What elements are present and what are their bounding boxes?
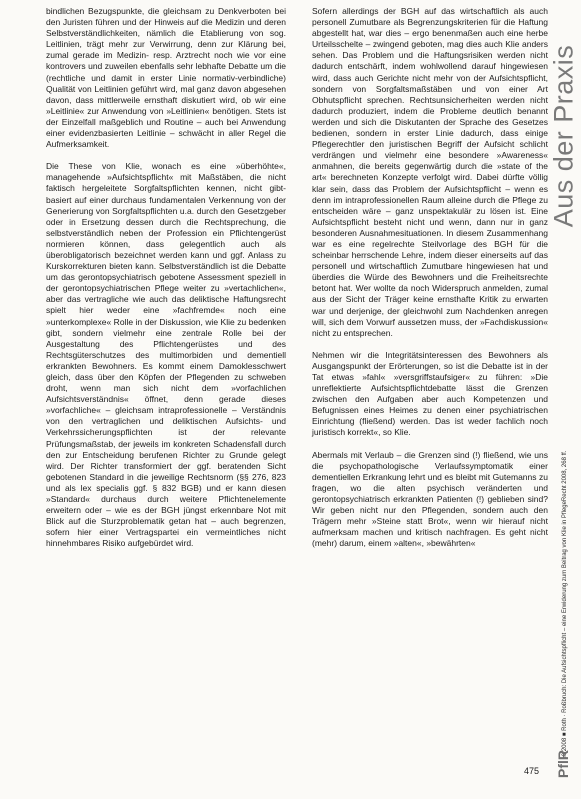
journal-logo-text: PflR — [555, 750, 571, 778]
section-heading-text: Aus der Praxis — [548, 44, 579, 228]
left-paragraph-1: bindlichen Bezugspunkte, die gleichsam zu Denkverboten bei den Juristen führen und der Hinweis auf die Medizin und deren Selbstverständlichkeiten, nämlich die Etablierung von sog. Leitlinien, trägt mehr zur Verwirrung, denn zur Klärung bei, zumal gerade im Medizin- resp. Arztrecht noch wie vor eine kontrovers und zuweilen ebenfalls sehr lebhafte Debatte um die (rechtliche und damit in erster Linie normativ-verbindliche) Qualität von Leitlinien geführt wird, mal ganz davon abgesehen davon, dass mittlerweile ernsthaft diskutiert wird, ob wir eine »Leitlinie« zur Anwendung von »Leitlinien« benötigen. Stets ist der Einzelfall maßgeblich und Routine – auch bei Anwendung einer evidenzbasierten Leitlinie – schwächt in aller Regel die Aufmerksamkeit. — [46, 6, 286, 150]
running-citation-vertical — [558, 440, 572, 770]
right-paragraph-1: Sofern allerdings der BGH auf das wirtschaftlich als auch personell Zumutbare als Begrenzungskriterien für die Haftung abgestellt hat, war dies – ergo benenmaßen auch eine herbe Urteilsschelte – zwingend geboten, mag dies auch Klie anders sehen. Das Problem und die Haftungsrisiken werden nicht dadurch entschärft, indem wohlwollend darauf hingewiesen wird, dass auch Gerichte nicht mehr von der Aufsichtspflicht, sondern von Sorgfaltsmaßstäben und von einer Art Obhutspflicht sprechen. Rechtsunsicherheiten werden nicht dadurch produziert, indem die Probleme deutlich benannt werden und sich die Diskutanten der Sprache des Gesetzes bedienen, sondern in erster Linie dadurch, dass einige Pflegerechtler den juristischen Begriff der Aufsicht schlicht verdrängen und vielmehr eine besondere »Awareness« anmahnen, die bereits gegenwärtig durch die »state of the art« berechneten Konzepte verfolgt wird. Dabei dürfte völlig klar sein, dass das Problem der Aufsichtspflicht – wenn es denn im intraprofessionellen Raum alleine durch die Pflege zu entscheiden wäre – ganz unspektakulär zu lösen ist. Eine Aufsichtspflicht besteht nicht und wenn, dann nur in ganz besonderen Ausnahmesituationen. In diesem Zusammenhang war es eine regelrechte Steilvorlage des BGH für die scheinbar herrschende Lehre, indem dieser einerseits auf das personell und wirtschaftlich Zumutbare hingewiesen hat und überdies die Würde des Bewohners und die Freiheitsrechte betont hat. Wer wollte da noch Widerspruch anmelden, zumal aus der Sicht der Träger keine ernsthafte Kritik zu erwarten war und derjenige, der gleichwohl zum Nachdenken anregen will, sich dem Vorwurf aussetzen muss, der »Fachdiskussion« nicht zu entsprechen. — [312, 6, 548, 338]
right-paragraph-3: Abermals mit Verlaub – die Grenzen sind (!) fließend, wie uns die psychopathologische Verlaufssymptomatik einer dementiellen Erkrankung lehrt und es bleibt mit Gutemanns zu fragen, wo die alten psychisch veränderten und gerontopsychiatrisch erkrankten Patienten (!) geblieben sind? Wir geben nicht nur den Pflegenden, sondern auch den Trägern mehr »Steine statt Brot«, wenn wir hierauf nicht aufmerksam machen und kritisch nachfragen. Es geht nicht (mehr) darum, einem »alten«, »bewährten« — [312, 449, 548, 549]
right-text-column — [312, 6, 548, 549]
section-heading-vertical — [548, 6, 580, 266]
journal-logo — [552, 750, 574, 778]
running-citation-text: 10/2008 ■ Roth · Roßbruch: Die Aufsichtspflicht – eine Erwiderung zum Beitrag von Klie in PflegeRecht 2008, 268 ff. — [562, 450, 568, 760]
left-text-column — [46, 6, 286, 550]
right-paragraph-2: Nehmen wir die Integritätsinteressen des Bewohners als Ausgangspunkt der Erörterungen, so ist die Debatte ist in der Tat etwas »fahl« »versgriffstaufsiger« zu führen: »Die unreflektierte Aufsichtspflichtdebatte lässt die Grenzen zwischen den Aufgaben aber auch Kompetenzen und Befugnissen eines Heimes zu denen einer psychiatrischen Einrichtung (fließend) werden. Das ist weder fachlich noch juristisch korrekt«, so Klie. — [312, 349, 548, 438]
left-paragraph-2: Die These von Klie, wonach es eine »überhöhte«, managehende »Aufsichtspflicht« mit Maßstäben, die nicht faktisch hergeleitete Sorgfaltspflichten kennen, nicht gibt- basiert auf einer durchaus fundamentalen Verkennung von der Generierung von Sorgfaltspflichten u.a. durch den Gesetzgeber oder in Ersetzung dessen durch die Rechtsprechung, die selbstverständlich neben der Profession ein Pflichtengerüst normieren können, dass gelegentlich auch als überobligatorisch bezeichnet werden kann und ggf. Anlass zu Kurskorrekturen bieten kann. Selbstverständlich ist die Debatte um das gerontopsychiatrisch gebotene Assessment speziell in der gerontopsychiatrischen Pflege weiter zu »vertachlichen«, aber das vertragliche wie auch das deliktische Haftungsrecht spielt hier weder eine »fachfremde« noch eine »unterkomplexe« Rolle in der Diskussion, wie Klie zu bedenken gibt, sondern vielmehr eine zentrale Rolle bei der Ausgestaltung des Pflichtengerüstes und des Rechtsgüterschutzes des multimorbiden und dementiell erkrankten Bewohners. Es kommt einem Damoklesschwert gleich, dass über den Köpfen der Pflegenden zu schweben droht, wenn man sich nicht dem »vorfachlichen Aufsichtsverständnis« öffnet, denn gerade dieses »vorfachliche« – gleichsam intraprofessionelle – Verständnis von den vertraglichen und deliktischen Aufsichts- und Verkehrssicherungspflichten ist der relevante Prüfungsmaßstab, der jeweils im konkreten Schadensfall durch den zur Entscheidung berufenen Richter zu Grunde gelegt wird. Der Richter transformiert der ggf. beratenden Sicht gebotenen Standard in die jeweilige Rechtsnorm (§§ 276, 823 und als lex specialis ggf. § 832 BGB) und er kann diesen »Standard« durchaus durch weitere Pflichtenelemente erweitern oder – wie es der BGH jüngst erkennbare Not mit Blick auf die Sturzproblematik getan hat – auch begrenzen, sofern hier einer Vertragspartei ein vermeintliches nicht hinnehmbares Risiko aufgebürdet wird. — [46, 161, 286, 549]
page-number: 475 — [524, 766, 540, 776]
